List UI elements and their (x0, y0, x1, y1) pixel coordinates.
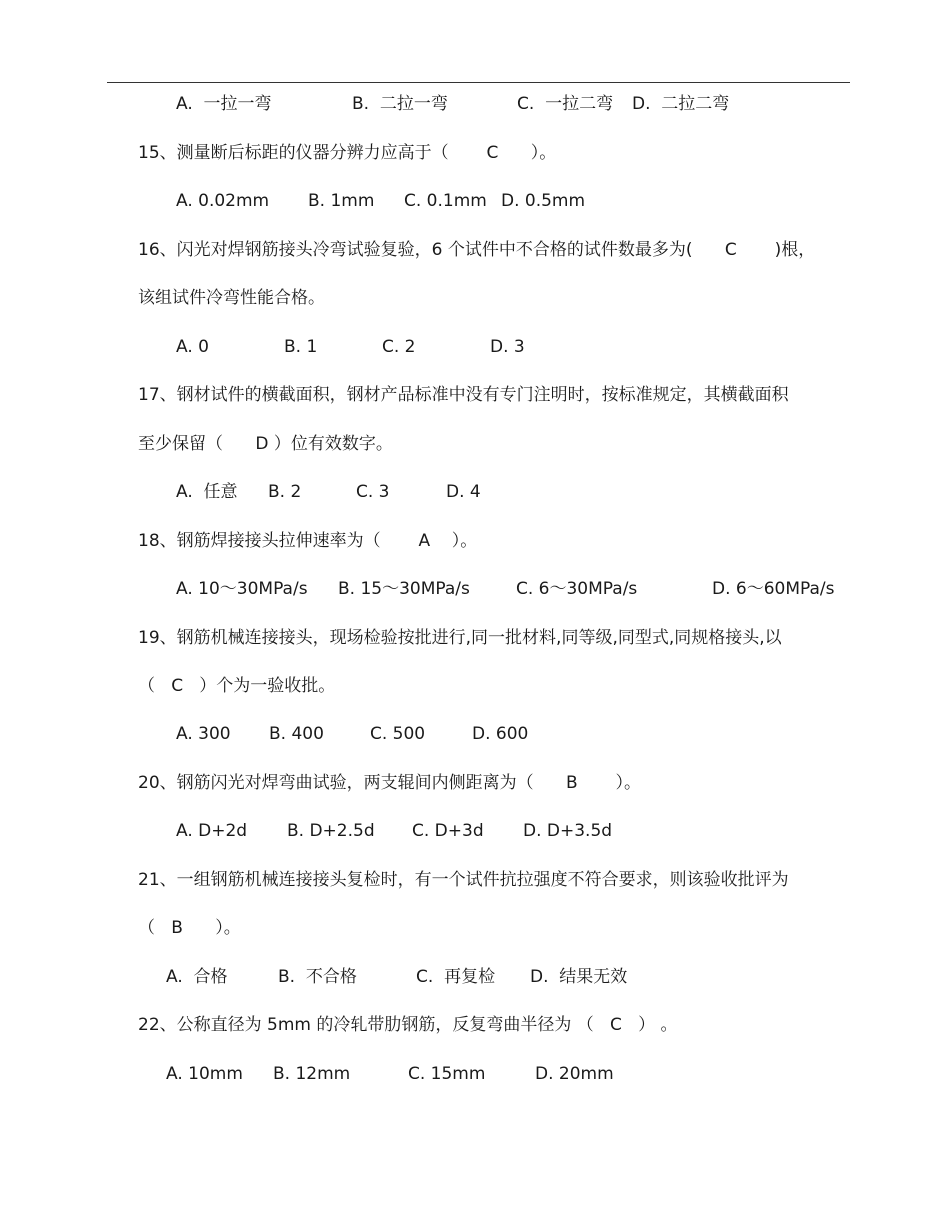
q19-question-line1: 19、钢筋机械连接接头，现场检验按批进行,同一批材料,同等级,同型式,同规格接头,以 (138, 628, 782, 648)
header-rule (107, 82, 850, 83)
q17-option-c: C. 3 (356, 482, 390, 502)
q21-option-a: A. 合格 (166, 967, 228, 987)
q18-option-b: B. 15～30MPa/s (338, 579, 470, 599)
q17-option-b: B. 2 (268, 482, 302, 502)
q14-option-c: C. 一拉二弯 (517, 94, 614, 114)
q19-option-c: C. 500 (370, 724, 426, 744)
q15-option-c: C. 0.1mm (404, 191, 487, 211)
q17-question-line2: 至少保留（ D ）位有效数字。 (138, 434, 393, 454)
q14-option-a: A. 一拉一弯 (176, 94, 272, 114)
q14-option-d: D. 二拉二弯 (632, 94, 730, 114)
q22-question: 22、公称直径为 5mm 的冷轧带肋钢筋，反复弯曲半径为 （ C ） 。 (138, 1015, 678, 1035)
q15-option-b: B. 1mm (308, 191, 375, 211)
q16-option-b: B. 1 (284, 337, 318, 357)
q22-options (0, 1063, 614, 1195)
q21-question-line2: （ B ）。 (138, 918, 241, 938)
q16-question-line1: 16、闪光对焊钢筋接头冷弯试验复验，6 个试件中不合格的试件数最多为( C )根， (138, 240, 816, 260)
q21-question-line1: 21、一组钢筋机械连接接头复检时，有一个试件抗拉强度不符合要求，则该验收批评为 (138, 870, 789, 890)
q21-option-c: C. 再复检 (416, 967, 496, 987)
q22-option-c: C. 15mm (408, 1064, 486, 1084)
q18-option-d: D. 6～60MPa/s (712, 579, 835, 599)
q18-option-c: C. 6～30MPa/s (516, 579, 638, 599)
q17-question-line1: 17、钢材试件的横截面积，钢材产品标准中没有专门注明时，按标准规定，其横截面积 (138, 385, 789, 405)
q21-option-b: B. 不合格 (278, 967, 357, 987)
q15-option-a: A. 0.02mm (176, 191, 270, 211)
q22-option-d: D. 20mm (535, 1064, 614, 1084)
q22-option-b: B. 12mm (273, 1064, 351, 1084)
q17-option-a: A. 任意 (176, 482, 238, 502)
q19-option-b: B. 400 (269, 724, 324, 744)
q20-option-c: C. D+3d (412, 821, 484, 841)
q14-option-b: B. 二拉一弯 (352, 94, 448, 114)
q19-option-a: A. 300 (176, 724, 231, 744)
q20-option-d: D. D+3.5d (523, 821, 613, 841)
q20-option-b: B. D+2.5d (287, 821, 375, 841)
q18-option-a: A. 10～30MPa/s (176, 579, 308, 599)
q16-option-c: C. 2 (382, 337, 416, 357)
q21-option-d: D. 结果无效 (530, 967, 628, 987)
q17-option-d: D. 4 (446, 482, 481, 502)
q20-option-a: A. D+2d (176, 821, 248, 841)
q15-option-d: D. 0.5mm (501, 191, 586, 211)
q19-option-d: D. 600 (472, 724, 529, 744)
q19-question-line2: （ C ）个为一验收批。 (138, 676, 336, 696)
q22-option-a: A. 10mm (166, 1064, 243, 1084)
q16-option-d: D. 3 (490, 337, 525, 357)
q16-option-a: A. 0 (176, 337, 209, 357)
q20-question: 20、钢筋闪光对焊弯曲试验，两支辊间内侧距离为（ B ）。 (138, 773, 642, 793)
q16-question-line2: 该组试件冷弯性能合格。 (138, 288, 325, 308)
q18-question: 18、钢筋焊接接头拉伸速率为（ A ）。 (138, 531, 478, 551)
q15-question: 15、测量断后标距的仪器分辨力应高于（ C ）。 (138, 143, 557, 163)
